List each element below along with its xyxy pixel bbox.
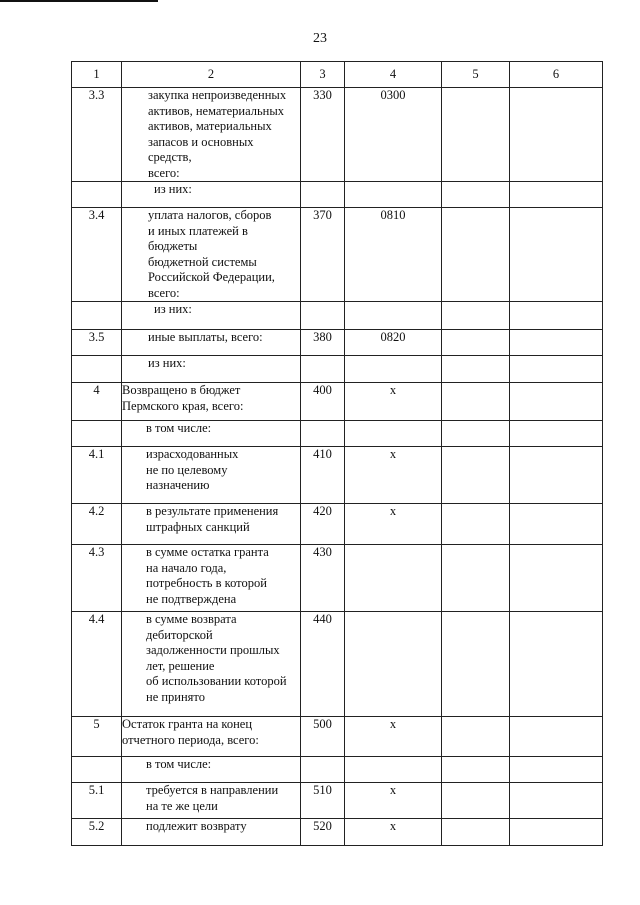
description-line: штрафных санкций bbox=[146, 519, 250, 534]
description-line: бюджетной системы bbox=[148, 254, 257, 269]
col6-value bbox=[510, 330, 603, 356]
row-number: 3.4 bbox=[72, 208, 122, 302]
description-line: Возвращено в бюджет bbox=[122, 383, 241, 397]
row-code bbox=[301, 757, 345, 783]
col5-value bbox=[442, 783, 510, 819]
row-description bbox=[122, 421, 301, 447]
row-code: 430 bbox=[301, 545, 345, 612]
row-description bbox=[122, 757, 301, 783]
description-line: всего: bbox=[148, 285, 180, 300]
description-line: отчетного периода, всего: bbox=[122, 732, 259, 747]
row-description bbox=[122, 208, 301, 302]
col6-value bbox=[510, 612, 603, 717]
col5-value bbox=[442, 182, 510, 208]
description-line: и иных платежей в бюджеты bbox=[148, 223, 248, 253]
row-description bbox=[122, 182, 301, 208]
row-code bbox=[301, 421, 345, 447]
col5-value bbox=[442, 612, 510, 717]
col4-value bbox=[345, 757, 442, 783]
description-line: требуется в направлении bbox=[146, 783, 279, 797]
row-number: 3.5 bbox=[72, 330, 122, 356]
description-line: в том числе: bbox=[146, 757, 212, 771]
top-rule bbox=[0, 0, 158, 2]
row-description bbox=[122, 88, 301, 182]
row-description bbox=[122, 819, 301, 846]
col5-value bbox=[442, 383, 510, 421]
col5-value bbox=[442, 88, 510, 182]
col6-value bbox=[510, 383, 603, 421]
row-code: 380 bbox=[301, 330, 345, 356]
table-row bbox=[72, 421, 603, 447]
row-number: 5 bbox=[72, 717, 122, 757]
col5-value bbox=[442, 330, 510, 356]
table-row bbox=[72, 783, 603, 819]
row-number: 4.2 bbox=[72, 504, 122, 545]
description-line: на те же цели bbox=[146, 798, 218, 813]
header-cell: 6 bbox=[510, 62, 603, 88]
col4-value: 0820 bbox=[345, 330, 442, 356]
description-line: закупка непроизведенных bbox=[148, 88, 287, 102]
col5-value bbox=[442, 717, 510, 757]
row-description bbox=[122, 447, 301, 504]
description-line: Остаток гранта на конец bbox=[122, 717, 253, 731]
description-line: Российской Федерации, bbox=[148, 270, 275, 284]
description-line: израсходованных bbox=[146, 447, 239, 461]
table-header-row bbox=[72, 62, 603, 88]
col6-value bbox=[510, 717, 603, 757]
col6-value bbox=[510, 356, 603, 383]
description-line: из них: bbox=[154, 182, 192, 196]
row-code bbox=[301, 182, 345, 208]
description-line: не подтверждена bbox=[146, 591, 237, 606]
description-line: всего: bbox=[148, 165, 180, 180]
row-description bbox=[122, 783, 301, 819]
header-cell: 5 bbox=[442, 62, 510, 88]
description-line: иные выплаты, всего: bbox=[148, 330, 263, 344]
report-table bbox=[71, 61, 603, 846]
col5-value bbox=[442, 545, 510, 612]
col4-value: x bbox=[345, 504, 442, 545]
table-row bbox=[72, 88, 603, 182]
description-line: уплата налогов, сборов bbox=[148, 208, 272, 222]
description-line: в сумме возврата bbox=[146, 612, 237, 626]
description-line: лет, решение bbox=[146, 658, 215, 673]
row-number: 4.3 bbox=[72, 545, 122, 612]
description-line: на начало года, bbox=[146, 560, 227, 575]
col4-value bbox=[345, 421, 442, 447]
row-code: 510 bbox=[301, 783, 345, 819]
description-line: не по целевому bbox=[146, 462, 228, 477]
col6-value bbox=[510, 757, 603, 783]
row-description bbox=[122, 504, 301, 545]
description-line: активов, нематериальных bbox=[148, 103, 284, 118]
col6-value bbox=[510, 504, 603, 545]
col5-value bbox=[442, 757, 510, 783]
table-row bbox=[72, 356, 603, 383]
table-row bbox=[72, 504, 603, 545]
row-code: 410 bbox=[301, 447, 345, 504]
table-row bbox=[72, 447, 603, 504]
row-number: 5.2 bbox=[72, 819, 122, 846]
description-line: активов, материальных bbox=[148, 119, 272, 133]
row-number: 4.4 bbox=[72, 612, 122, 717]
row-description bbox=[122, 717, 301, 757]
table-row bbox=[72, 757, 603, 783]
row-description bbox=[122, 612, 301, 717]
row-description bbox=[122, 356, 301, 383]
description-line: запасов и основных средств, bbox=[148, 134, 254, 164]
col4-value: 0300 bbox=[345, 88, 442, 182]
description-line: в том числе: bbox=[146, 421, 212, 435]
col6-value bbox=[510, 783, 603, 819]
row-code: 400 bbox=[301, 383, 345, 421]
description-line: об использовании которой bbox=[146, 674, 287, 688]
table-row bbox=[72, 612, 603, 717]
col5-value bbox=[442, 421, 510, 447]
row-number: 3.3 bbox=[72, 88, 122, 182]
table-row bbox=[72, 182, 603, 208]
row-code: 500 bbox=[301, 717, 345, 757]
table-row bbox=[72, 330, 603, 356]
row-code: 330 bbox=[301, 88, 345, 182]
row-number bbox=[72, 182, 122, 208]
row-number: 4 bbox=[72, 383, 122, 421]
description-line: подлежит возврату bbox=[146, 819, 247, 833]
row-code: 520 bbox=[301, 819, 345, 846]
row-number: 4.1 bbox=[72, 447, 122, 504]
row-number bbox=[72, 421, 122, 447]
row-description bbox=[122, 302, 301, 330]
description-line: не принято bbox=[146, 689, 205, 704]
table-row bbox=[72, 208, 603, 302]
description-line: потребность в которой bbox=[146, 576, 267, 590]
col5-value bbox=[442, 208, 510, 302]
row-number bbox=[72, 302, 122, 330]
col6-value bbox=[510, 545, 603, 612]
col6-value bbox=[510, 208, 603, 302]
col5-value bbox=[442, 356, 510, 383]
table-row bbox=[72, 717, 603, 757]
description-line: дебиторской bbox=[146, 627, 213, 642]
table-row bbox=[72, 302, 603, 330]
header-cell: 3 bbox=[301, 62, 345, 88]
col5-value bbox=[442, 302, 510, 330]
table-row bbox=[72, 545, 603, 612]
row-code: 440 bbox=[301, 612, 345, 717]
description-line: назначению bbox=[146, 478, 210, 492]
row-number bbox=[72, 356, 122, 383]
col4-value bbox=[345, 302, 442, 330]
col5-value bbox=[442, 819, 510, 846]
row-code bbox=[301, 356, 345, 383]
col4-value: x bbox=[345, 447, 442, 504]
col4-value bbox=[345, 182, 442, 208]
col5-value bbox=[442, 504, 510, 545]
col4-value bbox=[345, 612, 442, 717]
col4-value bbox=[345, 545, 442, 612]
description-line: в результате применения bbox=[146, 504, 279, 518]
col6-value bbox=[510, 819, 603, 846]
table-row bbox=[72, 383, 603, 421]
col4-value: 0810 bbox=[345, 208, 442, 302]
row-description bbox=[122, 545, 301, 612]
col6-value bbox=[510, 302, 603, 330]
col4-value: x bbox=[345, 783, 442, 819]
row-code: 370 bbox=[301, 208, 345, 302]
description-line: Пермского края, всего: bbox=[122, 398, 244, 413]
col5-value bbox=[442, 447, 510, 504]
col4-value bbox=[345, 356, 442, 383]
row-code: 420 bbox=[301, 504, 345, 545]
col4-value: x bbox=[345, 819, 442, 846]
row-number: 5.1 bbox=[72, 783, 122, 819]
description-line: из них: bbox=[148, 356, 186, 370]
page-number: 23 bbox=[313, 31, 327, 46]
row-code bbox=[301, 302, 345, 330]
col6-value bbox=[510, 182, 603, 208]
description-line: задолженности прошлых bbox=[146, 643, 280, 657]
header-cell: 2 bbox=[122, 62, 301, 88]
header-cell: 4 bbox=[345, 62, 442, 88]
header-cell: 1 bbox=[72, 62, 122, 88]
table-row bbox=[72, 819, 603, 846]
description-line: в сумме остатка гранта bbox=[146, 545, 269, 559]
col4-value: x bbox=[345, 383, 442, 421]
col6-value bbox=[510, 421, 603, 447]
row-number bbox=[72, 757, 122, 783]
row-description bbox=[122, 330, 301, 356]
row-description bbox=[122, 383, 301, 421]
description-line: из них: bbox=[154, 302, 192, 316]
col6-value bbox=[510, 447, 603, 504]
col6-value bbox=[510, 88, 603, 182]
col4-value: x bbox=[345, 717, 442, 757]
